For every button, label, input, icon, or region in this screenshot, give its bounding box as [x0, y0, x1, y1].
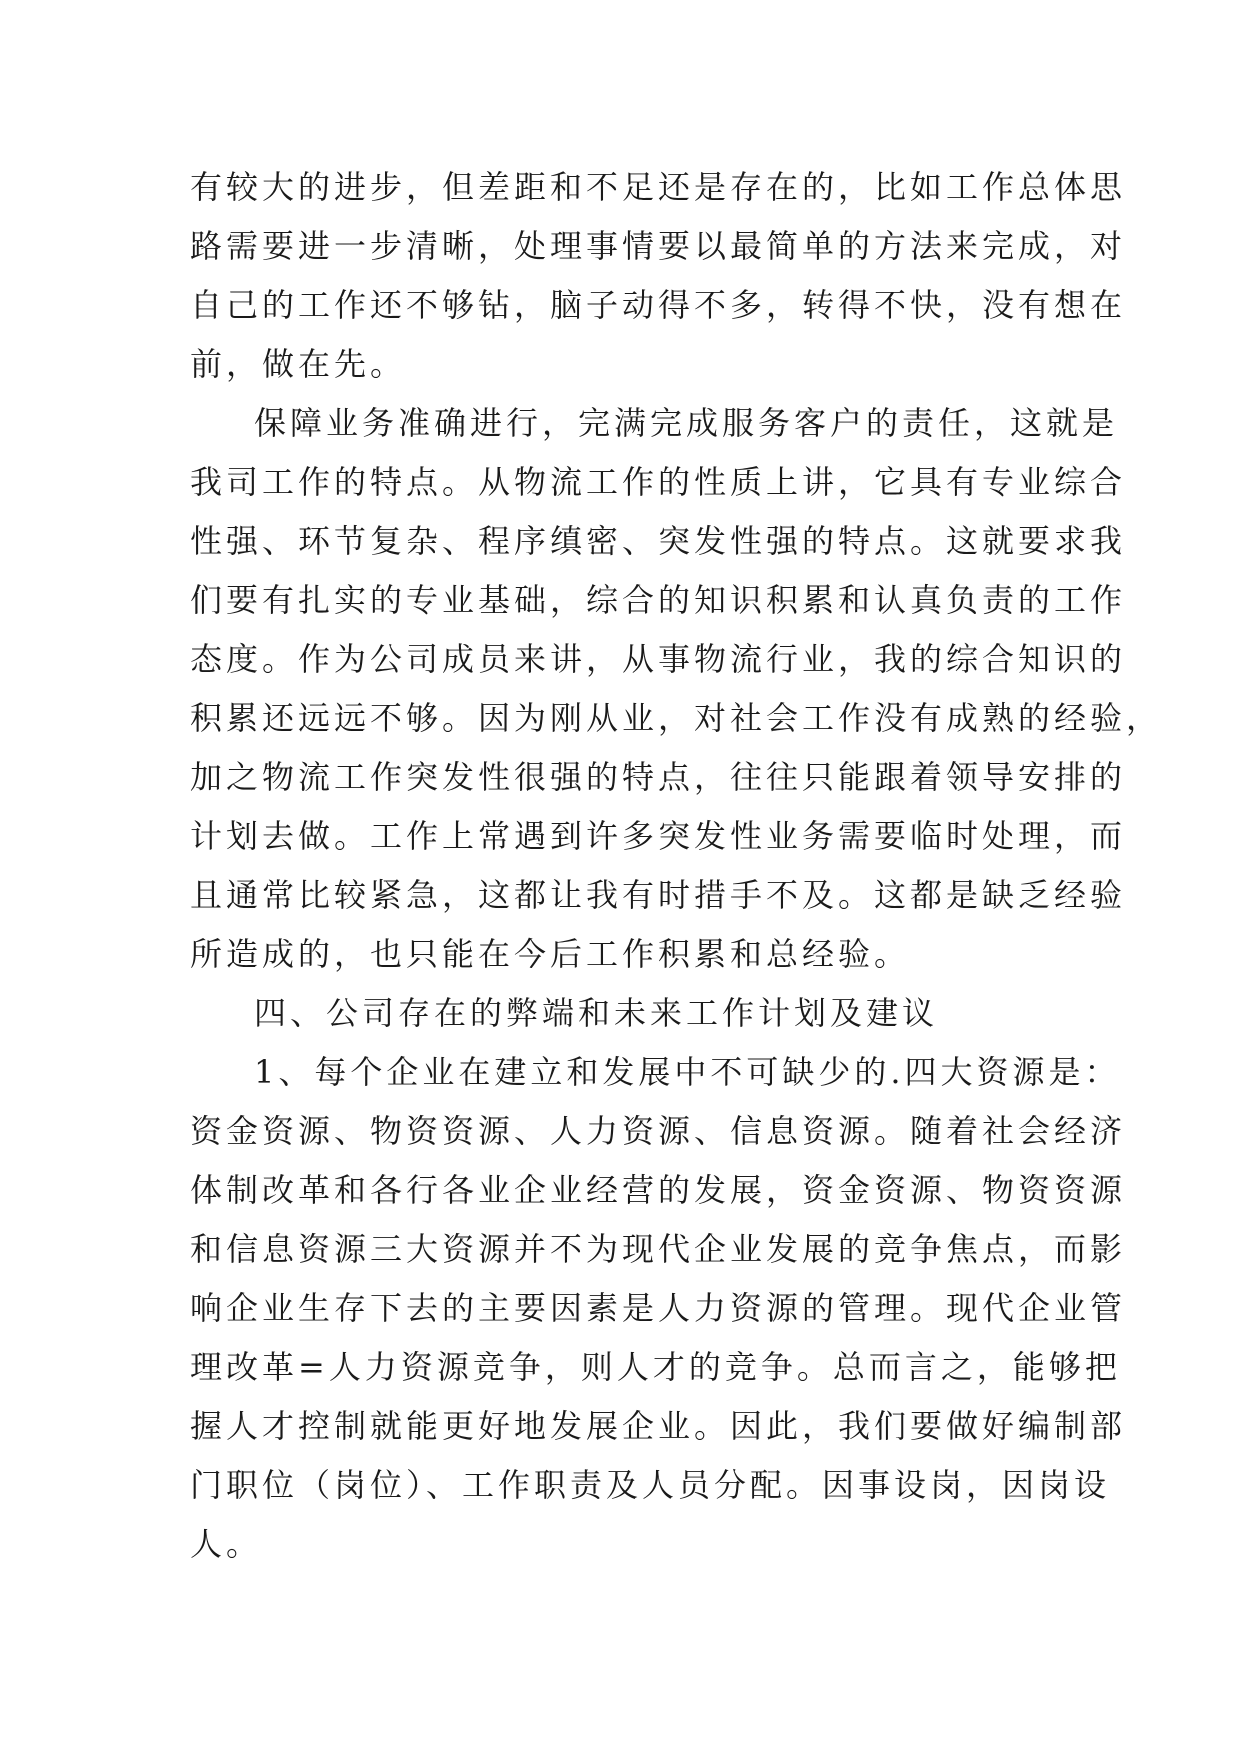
- text-line: 路需要进一步清晰，处理事情要以最简单的方法来完成，对: [190, 227, 1127, 265]
- text-line: 自己的工作还不够钻，脑子动得不多，转得不快，没有想在: [190, 286, 1127, 324]
- text-line: 理改革=人力资源竞争，则人才的竞争。总而言之，能够把: [190, 1348, 1121, 1386]
- text-line: 门职位（岗位）、工作职责及人员分配。因事设岗，因岗设: [190, 1466, 1111, 1504]
- text-line: 响企业生存下去的主要因素是人力资源的管理。现代企业管: [190, 1289, 1127, 1327]
- text-line: 且通常比较紧急，这都让我有时措手不及。这都是缺乏经验: [190, 876, 1127, 914]
- text-line: 前，做在先。: [190, 345, 407, 383]
- text-line: 们要有扎实的专业基础，综合的知识积累和认真负责的工作: [190, 581, 1127, 619]
- text-line: 人。: [190, 1525, 263, 1563]
- text-line: 和信息资源三大资源并不为现代企业发展的竞争焦点，而影: [190, 1230, 1127, 1268]
- text-line: 体制改革和各行各业企业经营的发展，资金资源、物资资源: [190, 1171, 1127, 1209]
- text-line: 所造成的，也只能在今后工作积累和总经验。: [190, 935, 911, 973]
- text-line: 我司工作的特点。从物流工作的性质上讲，它具有专业综合: [190, 463, 1127, 501]
- text-line: 资金资源、物资资源、人力资源、信息资源。随着社会经济: [190, 1112, 1127, 1150]
- section-heading: 四、公司存在的弊端和未来工作计划及建议: [254, 994, 939, 1032]
- paragraph-start-line: 保障业务准确进行，完满完成服务客户的责任，这就是: [254, 404, 1119, 442]
- text-line: 积累还远远不够。因为刚从业，对社会工作没有成熟的经验，: [190, 699, 1163, 737]
- text-line: 态度。作为公司成员来讲，从事物流行业，我的综合知识的: [190, 640, 1127, 678]
- paragraph-start-line: 1、每个企业在建立和发展中不可缺少的.四大资源是：: [254, 1053, 1121, 1091]
- text-line: 计划去做。工作上常遇到许多突发性业务需要临时处理，而: [190, 817, 1127, 855]
- text-line: 握人才控制就能更好地发展企业。因此，我们要做好编制部: [190, 1407, 1127, 1445]
- text-line: 加之物流工作突发性很强的特点，往往只能跟着领导安排的: [190, 758, 1127, 796]
- text-line: 有较大的进步，但差距和不足还是存在的，比如工作总体思: [190, 168, 1127, 206]
- text-line: 性强、环节复杂、程序缜密、突发性强的特点。这就要求我: [190, 522, 1127, 560]
- document-body: [190, 158, 1163, 1574]
